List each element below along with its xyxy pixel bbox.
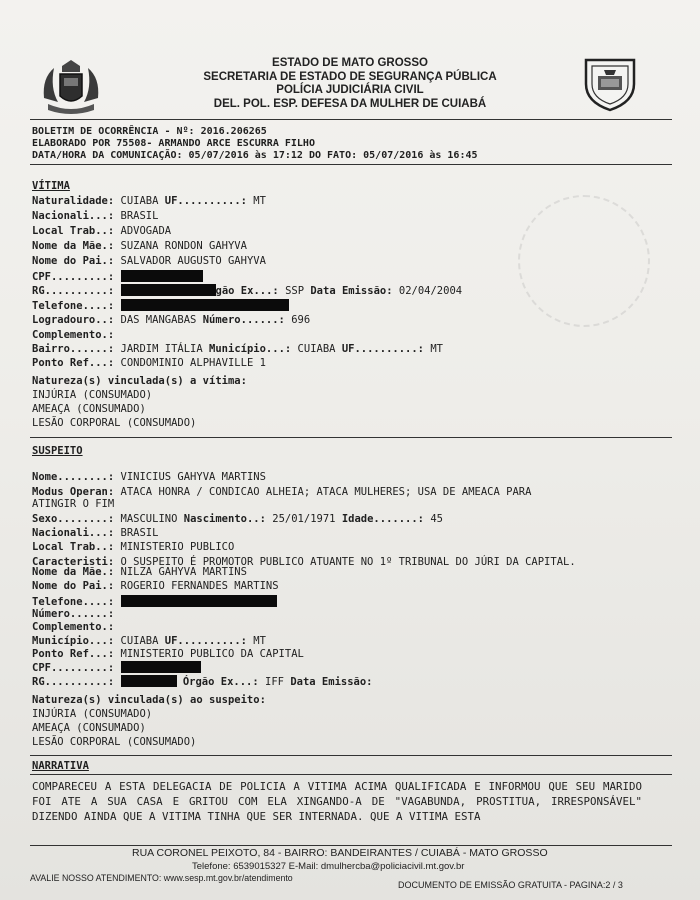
victim-natureza-item: AMEAÇA (CONSUMADO) bbox=[32, 403, 146, 415]
police-shield-badge-icon bbox=[582, 54, 638, 112]
victim-section-title: VÍTIMA bbox=[32, 180, 70, 192]
state-coat-of-arms-icon bbox=[40, 58, 102, 118]
report-author: ELABORADO POR 75508- ARMANDO ARCE ESCURRA FILHO bbox=[32, 138, 315, 149]
redaction-bar bbox=[121, 661, 201, 673]
section-rule bbox=[30, 755, 672, 756]
suspect-father: Nome do Pai.: ROGERIO FERNANDES MARTINS bbox=[32, 580, 279, 592]
suspect-caracteristicas: Caracteristi: O SUSPEITO É PROMOTOR PUBLICO ATUANTE NO 1º TRIBUNAL DO JÚRI DA CAPITAL. bbox=[32, 556, 576, 568]
suspect-natureza-item: AMEAÇA (CONSUMADO) bbox=[32, 722, 146, 734]
report-number: BOLETIM DE OCORRÊNCIA - Nº: 2016.206265 bbox=[32, 126, 267, 137]
suspect-local-trabalho: Local Trab..: MINISTERIO PUBLICO bbox=[32, 541, 235, 553]
faded-stamp bbox=[518, 195, 650, 327]
victim-ponto-ref: Ponto Ref...: CONDOMINIO ALPHAVILLE 1 bbox=[32, 357, 266, 369]
suspect-mother: Nome da Mãe.: NILZA GAHYVA MARTINS bbox=[32, 566, 247, 578]
suspect-section-title: SUSPEITO bbox=[32, 445, 83, 457]
victim-bairro: Bairro......: JARDIM ITÁLIA Município...: CUIABA UF..........: MT bbox=[32, 343, 443, 355]
suspect-municipio: Município...: CUIABA UF..........: MT bbox=[32, 635, 266, 647]
section-rule bbox=[30, 164, 672, 165]
redaction-bar bbox=[121, 270, 203, 282]
redaction-bar bbox=[121, 675, 177, 687]
victim-complemento: Complemento.: bbox=[32, 329, 115, 341]
suspect-cpf: CPF.........: bbox=[32, 661, 201, 675]
suspect-sexo: Sexo........: MASCULINO Nascimento..: 25/01/1971 Idade.......: 45 bbox=[32, 513, 443, 525]
victim-telefone: Telefone....: bbox=[32, 299, 289, 313]
narrative-section-title: NARRATIVA bbox=[32, 760, 89, 772]
victim-cpf: CPF.........: bbox=[32, 270, 203, 284]
section-rule bbox=[30, 774, 672, 775]
victim-natureza-label: Natureza(s) vinculada(s) a vítima: bbox=[32, 375, 247, 387]
suspect-natureza-item: INJÚRIA (CONSUMADO) bbox=[32, 708, 153, 720]
narrative-text: COMPARECEU A ESTA DELEGACIA DE POLICIA A VITIMA ACIMA QUALIFICADA E INFORMOU QUE SEU MARIDO FOI ATE A SUA CASA E GRITOU COM ELA XINGANDO-A DE "VAGABUNDA, PROSTITUA, IRRESPONSÁVEL" DIZENDO AINDA QUE A VITIMA TINHA QUE SER INTERNADA. QUE A VITIMA ESTA bbox=[32, 780, 642, 823]
victim-mother: Nome da Mãe.: SUZANA RONDON GAHYVA bbox=[32, 240, 247, 252]
suspect-rg: RG..........: Órgão Ex...: IFF Data Emissão: bbox=[32, 676, 373, 688]
header-secretariat: SECRETARIA DE ESTADO DE SEGURANÇA PÚBLICA bbox=[203, 70, 497, 83]
redaction-bar bbox=[121, 595, 277, 607]
suspect-nacionalidade: Nacionali...: BRASIL bbox=[32, 527, 159, 539]
suspect-numero: Número......: bbox=[32, 608, 115, 620]
victim-nacionalidade: Nacionali...: BRASIL bbox=[32, 210, 159, 222]
footer-avalie: AVALIE NOSSO ATENDIMENTO: www.sesp.mt.gov.br/atendimento bbox=[30, 873, 293, 883]
victim-naturalidade: Naturalidade: CUIABA UF..........: MT bbox=[32, 195, 266, 207]
header-state: ESTADO DE MATO GROSSO bbox=[272, 57, 428, 69]
victim-local-trabalho: Local Trab..: ADVOGADA bbox=[32, 225, 172, 237]
footer-rule bbox=[30, 845, 672, 846]
suspect-natureza-label: Natureza(s) vinculada(s) ao suspeito: bbox=[32, 694, 266, 706]
suspect-ponto-ref: Ponto Ref...: MINISTERIO PUBLICO DA CAPITAL bbox=[32, 648, 304, 660]
section-rule bbox=[30, 437, 672, 438]
suspect-modus: Modus Operan: ATACA HONRA / CONDICAO ALHEIA; ATACA MULHERES; USA DE AMEACA PARA bbox=[32, 486, 532, 498]
victim-rg: RG..........: gão Ex...: SSP Data Emissão: 02/04/2004 bbox=[32, 285, 463, 297]
footer-contact: Telefone: 6539015327 E-Mail: dmulhercba@policiacivil.mt.gov.br bbox=[192, 861, 465, 872]
victim-natureza-item: INJÚRIA (CONSUMADO) bbox=[32, 389, 153, 401]
report-datetime: DATA/HORA DA COMUNICAÇÃO: 05/07/2016 às 17:12 DO FATO: 05/07/2016 às 16:45 bbox=[32, 150, 478, 161]
redaction-bar bbox=[121, 299, 289, 311]
suspect-nome: Nome........: VINICIUS GAHYVA MARTINS bbox=[32, 471, 266, 483]
header-rule bbox=[30, 119, 672, 120]
header-police: POLÍCIA JUDICIÁRIA CIVIL bbox=[276, 84, 424, 96]
footer-address: RUA CORONEL PEIXOTO, 84 - BAIRRO: BANDEIRANTES / CUIABÁ - MATO GROSSO bbox=[132, 847, 548, 859]
header-delegacia: DEL. POL. ESP. DEFESA DA MULHER DE CUIABÁ bbox=[213, 97, 487, 110]
suspect-complemento: Complemento.: bbox=[32, 621, 115, 633]
victim-father: Nome do Pai.: SALVADOR AUGUSTO GAHYVA bbox=[32, 255, 266, 267]
redaction-bar bbox=[121, 284, 216, 296]
victim-logradouro: Logradouro..: DAS MANGABAS Número......: 696 bbox=[32, 314, 311, 326]
footer-documento: DOCUMENTO DE EMISSÃO GRATUITA - PAGINA:2 / 3 bbox=[398, 880, 623, 890]
victim-natureza-item: LESÃO CORPORAL (CONSUMADO) bbox=[32, 417, 197, 429]
suspect-telefone: Telefone....: bbox=[32, 595, 277, 609]
header-block bbox=[150, 57, 550, 111]
suspect-modus-cont: ATINGIR O FIM bbox=[32, 498, 115, 510]
suspect-natureza-item: LESÃO CORPORAL (CONSUMADO) bbox=[32, 736, 197, 748]
